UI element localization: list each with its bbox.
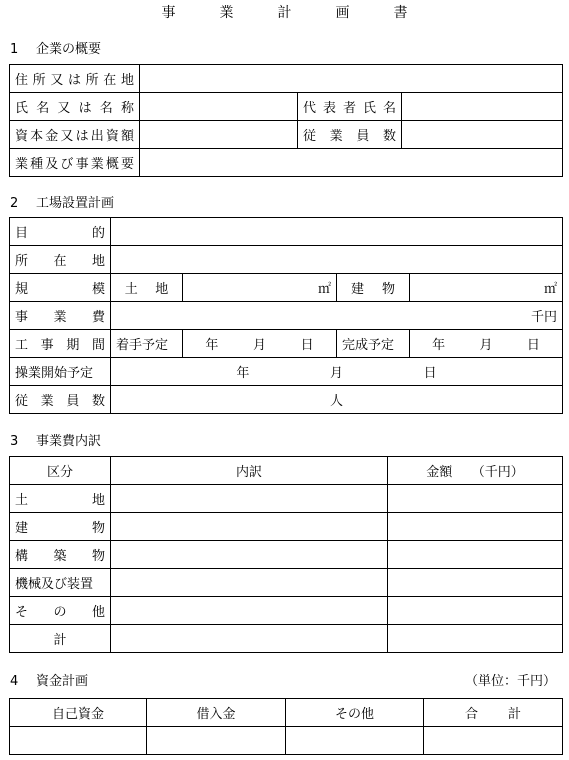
sqm-unit: ㎡: [543, 282, 557, 297]
section-title: 事業費内訳: [36, 434, 102, 449]
company-overview-table: [9, 64, 563, 177]
header-own-funds: 自己資金: [10, 699, 147, 727]
start-date-field[interactable]: [183, 330, 337, 358]
purpose-field[interactable]: [111, 218, 563, 246]
amount-field[interactable]: [388, 625, 563, 653]
section-number: 2: [10, 196, 19, 211]
row-label-total: 計: [10, 625, 111, 653]
section-title: 資金計画: [36, 674, 89, 689]
row-label: 機械及び装置: [10, 569, 111, 597]
amount-field[interactable]: [388, 597, 563, 625]
total-funds-field[interactable]: [424, 727, 563, 755]
label-purpose: 目 的: [15, 226, 105, 241]
sen-yen-unit: 千円: [530, 310, 557, 325]
label-finish: 完成予定: [337, 330, 410, 358]
year-unit: 年: [236, 366, 250, 381]
row-label: 土 地: [15, 493, 105, 508]
row-label: 建 物: [15, 521, 105, 536]
year-unit: 年: [205, 338, 219, 353]
label-business: 業 種 及 び 事 業 概 要: [15, 157, 134, 172]
table-row: [10, 541, 563, 569]
address-field[interactable]: [140, 65, 563, 93]
header-amount: 金額 （千円）: [388, 457, 563, 485]
label-scale: 規 模: [15, 282, 105, 297]
table-row: [10, 597, 563, 625]
cost-breakdown-table: [9, 456, 563, 653]
representative-field[interactable]: [402, 93, 563, 121]
amount-field[interactable]: [388, 513, 563, 541]
day-unit: 日: [423, 366, 437, 381]
building-area-field[interactable]: [410, 274, 563, 302]
cost-field[interactable]: [111, 302, 563, 330]
business-field[interactable]: [140, 149, 563, 177]
title-char: 事: [161, 5, 176, 21]
label-operation-start: 操業開始予定: [10, 358, 111, 386]
detail-field[interactable]: [111, 485, 388, 513]
label-staff: 従 業 員 数: [15, 394, 105, 409]
section-number: 3: [10, 434, 19, 449]
label-location: 所 在 地: [15, 254, 105, 269]
section-3-heading: [10, 430, 101, 449]
capital-field[interactable]: [140, 121, 298, 149]
own-funds-field[interactable]: [10, 727, 147, 755]
header-detail: 内訳: [111, 457, 388, 485]
section-1-heading: [10, 38, 101, 57]
label-land: 土 地: [124, 282, 169, 297]
person-unit: 人: [329, 394, 343, 409]
label-start: 着手予定: [111, 330, 183, 358]
year-unit: 年: [432, 338, 446, 353]
funding-plan-table: [9, 698, 563, 755]
title-char: 業: [219, 5, 234, 21]
row-label: 構 築 物: [15, 549, 105, 564]
title-char: 計: [277, 5, 292, 21]
day-unit: 日: [300, 338, 314, 353]
unit-label: （単位：千円）: [464, 674, 556, 689]
month-unit: 月: [329, 366, 343, 381]
amount-field[interactable]: [388, 569, 563, 597]
detail-field[interactable]: [111, 569, 388, 597]
employees-field[interactable]: [402, 121, 563, 149]
detail-field[interactable]: [111, 625, 388, 653]
detail-field[interactable]: [111, 513, 388, 541]
label-representative: 代 表 者 氏 名: [303, 101, 396, 116]
header-other: その他: [286, 699, 424, 727]
section-2-heading: [10, 192, 114, 211]
name-field[interactable]: [140, 93, 298, 121]
detail-field[interactable]: [111, 541, 388, 569]
header-category: 区分: [10, 457, 111, 485]
label-address: 住 所 又 は 所 在 地: [15, 73, 134, 88]
label-employees: 従 業 員 数: [303, 129, 396, 144]
label-period: 工 事 期 間: [15, 338, 105, 353]
section-number: 4: [10, 674, 19, 689]
month-unit: 月: [252, 338, 266, 353]
borrowings-field[interactable]: [147, 727, 286, 755]
header-total: [424, 699, 563, 727]
row-label: そ の 他: [15, 605, 105, 620]
staff-field[interactable]: [111, 386, 563, 414]
detail-field[interactable]: [111, 597, 388, 625]
table-row: [10, 485, 563, 513]
section-title: 企業の概要: [36, 42, 102, 57]
page-title: [0, 2, 569, 22]
finish-date-field[interactable]: [410, 330, 563, 358]
amount-field[interactable]: [388, 485, 563, 513]
header-borrowings: 借入金: [147, 699, 286, 727]
header-total-text: 合 計: [465, 707, 521, 722]
table-row: [10, 513, 563, 541]
section-4-heading: [10, 670, 88, 689]
operation-start-field[interactable]: [111, 358, 563, 386]
section-title: 工場設置計画: [36, 196, 115, 211]
sqm-unit: ㎡: [317, 282, 331, 297]
factory-plan-table: [9, 217, 563, 414]
label-building: 建 物: [350, 282, 395, 297]
table-row: [10, 569, 563, 597]
location-field[interactable]: [111, 246, 563, 274]
amount-field[interactable]: [388, 541, 563, 569]
month-unit: 月: [479, 338, 493, 353]
label-name: 氏 名 又 は 名 称: [15, 101, 134, 116]
label-cost: 事 業 費: [15, 310, 105, 325]
title-char: 画: [335, 5, 350, 21]
other-funds-field[interactable]: [286, 727, 424, 755]
section-number: 1: [10, 42, 19, 57]
table-row: [10, 625, 563, 653]
day-unit: 日: [526, 338, 540, 353]
land-area-field[interactable]: [183, 274, 337, 302]
label-capital: 資 本 金 又 は 出 資 額: [15, 129, 134, 144]
title-char: 書: [393, 5, 408, 21]
